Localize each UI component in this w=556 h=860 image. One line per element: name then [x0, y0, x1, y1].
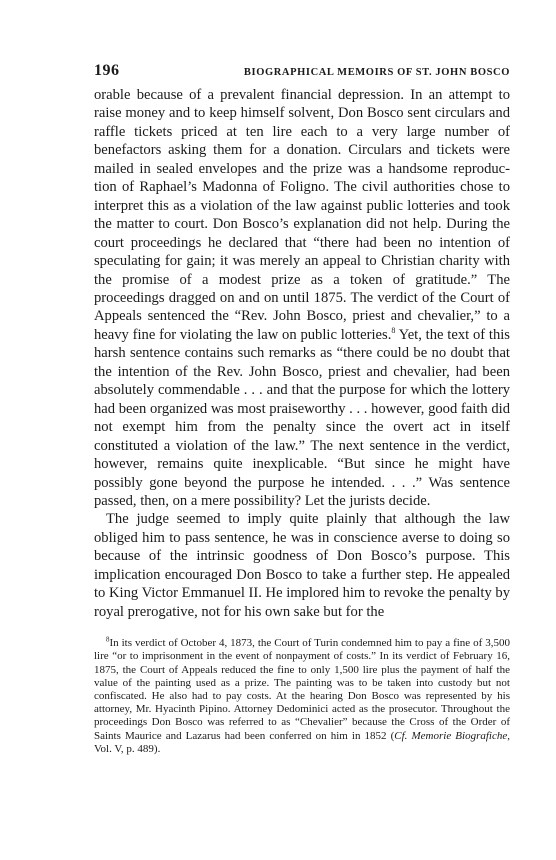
page-number: 196: [94, 62, 120, 79]
paragraph-1: [94, 86, 510, 510]
footnote-text-a: In its verdict of October 4, 1873, the Court of Turin condemned him to pay a fine of 3,500 lire “or to imprisonment in the event of nonpayment of costs.” In its verdict of February 16, 1875, the Court of Appeals reduced the fine to only 1,500 lire plus the payment of half the value of the painting used as a prize. The painting was to be taken into custody but not confiscated. He also had to pay costs. At the hearing Don Bosco was represented by his attorney, Mr. Hyacinth Pipino. Attorney Dedominici acted as the prosecutor. Throughout the proceedings Don Bosco was referred to as “Chevalier” because the Cross of the Order of Saints Maurice and Lazarus had been conferred on him in 1852 (: [94, 637, 510, 742]
footnote-citation: Cf. Memorie Biografiche,: [394, 729, 510, 742]
book-page: [94, 62, 510, 756]
footnotes: [94, 637, 510, 756]
footnote-text-b: Vol. V, p. 489).: [94, 742, 161, 755]
paragraph-2: The judge seemed to imply quite plainly that although the law obliged him to pass sentence, he was in conscience averse to doing so because of the intrinsic goodness of Don Bosco’s purpose. This implication encouraged Don Bosco to take a further step. He appealed to King Victor Emmanuel II. He implored him to revoke the penalty by royal prerogative, not for his own sake but for the: [94, 511, 510, 620]
footnote-8: [94, 637, 510, 756]
footnote-mark: 8: [106, 635, 110, 644]
page-header: [94, 62, 510, 82]
body-text: [94, 86, 510, 621]
paragraph-1-part-a: orable because of a prevalent financial depression. In an attempt to raise money and to keep himself solvent, Don Bosco sent circulars and raffle tickets priced at ten lire each to a very large number of benefactors asking them for a donation. Circulars and tickets were mailed in sealed envelopes and the prize was a handsome reproduc-tion of Raphael’s Madonna of Foligno. The civil authorities chose to interpret this as a violation of the law against public lotteries and took the matter to court. Don Bosco’s explanation did not help. During the court proceedings he declared that “there had been no intention of speculating for gain; it was merely an appeal to Christian charity with the promise of a modest prize as a token of gratitude.” The proceedings dragged on and on until 1875. The verdict of the Court of Appeals sentenced the “Rev. John Bosco, priest and chevalier,” to a heavy fine for violating the law on public lotteries.: [94, 87, 510, 343]
footnote-reference[interactable]: 8: [391, 326, 396, 336]
running-head: BIOGRAPHICAL MEMOIRS OF ST. JOHN BOSCO: [243, 67, 510, 78]
paragraph-1-part-b: Yet, the text of this harsh sentence contains such remarks as “there could be no doubt that the intention of the Rev. John Bosco, priest and chevalier, had been absolutely commendable . . . and that the purpose for which the lottery had been organized was most praiseworthy . . . however, good faith did not exempt him from the penalty since the overt act in itself constituted a violation of the law.” The next sentence in the verdict, however, remains quite inexplicable. “But since he might have possibly gone beyond the purpose he intended. . . .” Was sentence passed, then, on a mere possibility? Let the jurists decide.: [94, 326, 510, 509]
